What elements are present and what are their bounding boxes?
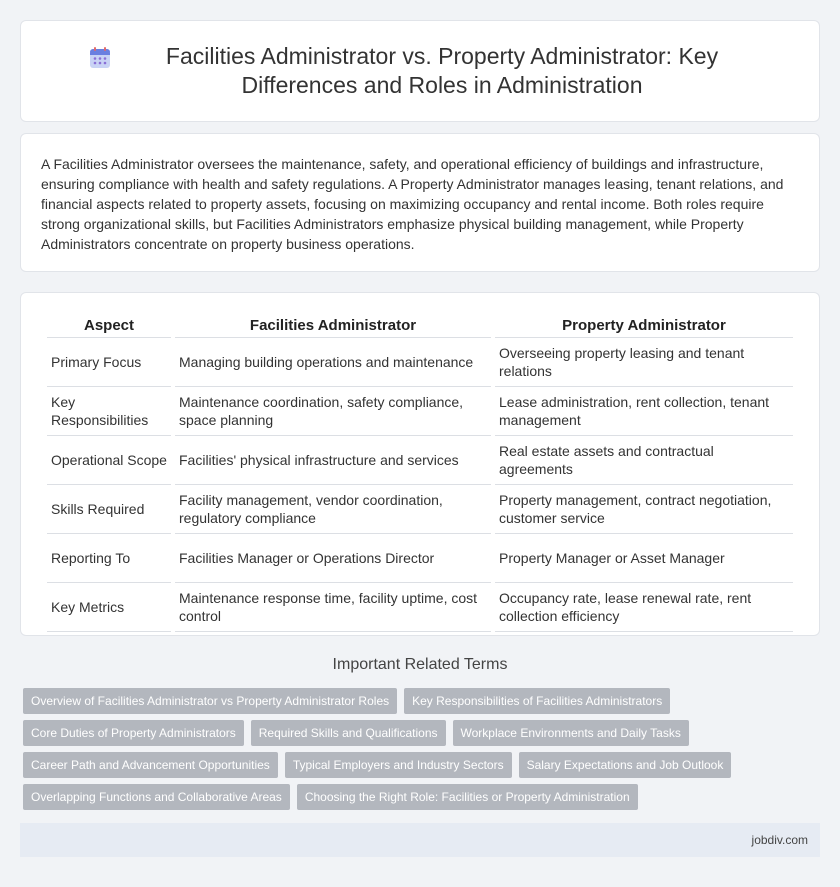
table-cell-property: Real estate assets and contractual agreements: [495, 436, 793, 485]
related-term-tag[interactable]: Salary Expectations and Job Outlook: [519, 752, 732, 778]
table-row: [47, 485, 793, 534]
column-header-property: Property Administrator: [495, 313, 793, 338]
table-cell-property: Occupancy rate, lease renewal rate, rent collection efficiency: [495, 583, 793, 632]
table-row: [47, 583, 793, 632]
table-cell-aspect: Skills Required: [47, 485, 171, 534]
related-term-tag[interactable]: Career Path and Advancement Opportunities: [23, 752, 278, 778]
table-header-row: [47, 313, 793, 338]
related-term-tag[interactable]: Overlapping Functions and Collaborative Areas: [23, 784, 290, 810]
related-term-tag[interactable]: Overview of Facilities Administrator vs Property Administrator Roles: [23, 688, 397, 714]
tag-row: [23, 688, 823, 714]
comparison-table: [43, 313, 797, 632]
column-header-aspect: Aspect: [47, 313, 171, 338]
table-cell-aspect: Primary Focus: [47, 338, 171, 387]
table-cell-facilities: Maintenance response time, facility uptime, cost control: [175, 583, 491, 632]
related-term-tag[interactable]: Key Responsibilities of Facilities Administrators: [404, 688, 670, 714]
table-cell-facilities: Facilities' physical infrastructure and services: [175, 436, 491, 485]
table-cell-facilities: Facility management, vendor coordination, regulatory compliance: [175, 485, 491, 534]
page-title: Facilities Administrator vs. Property Administrator: Key Differences and Roles in Administration: [165, 43, 719, 98]
table-row: [47, 534, 793, 583]
footer: [20, 823, 820, 857]
related-term-tag[interactable]: Choosing the Right Role: Facilities or Property Administration: [297, 784, 638, 810]
table-cell-aspect: Key Metrics: [47, 583, 171, 632]
footer-site-link[interactable]: jobdiv.com: [751, 833, 808, 847]
comparison-card: [20, 292, 820, 636]
table-cell-property: Property Manager or Asset Manager: [495, 534, 793, 583]
tag-row: [23, 784, 823, 810]
table-cell-facilities: Managing building operations and maintenance: [175, 338, 491, 387]
intro-card: [20, 133, 820, 272]
table-cell-facilities: Maintenance coordination, safety compliance, space planning: [175, 387, 491, 436]
table-row: [47, 338, 793, 387]
table-row: [47, 436, 793, 485]
table-cell-aspect: Key Responsibilities: [47, 387, 171, 436]
related-terms-list: [23, 688, 823, 816]
related-term-tag[interactable]: Typical Employers and Industry Sectors: [285, 752, 512, 778]
related-term-tag[interactable]: Required Skills and Qualifications: [251, 720, 446, 746]
tag-row: [23, 720, 823, 746]
table-cell-facilities: Facilities Manager or Operations Director: [175, 534, 491, 583]
related-term-tag[interactable]: Core Duties of Property Administrators: [23, 720, 244, 746]
table-cell-property: Overseeing property leasing and tenant relations: [495, 338, 793, 387]
table-cell-property: Lease administration, rent collection, tenant management: [495, 387, 793, 436]
table-row: [47, 387, 793, 436]
intro-text: A Facilities Administrator oversees the maintenance, safety, and operational efficiency of buildings and infrastructure, ensuring compliance with health and safety regulations. A Property Administrator manages leasing, tenant relations, and financial aspects related to property assets, focusing on maximizing occupancy and rental income. Both roles require strong organizational skills, but Facilities Administrators emphasize physical building management, while Property Administrators concentrate on property business operations.: [41, 156, 784, 252]
tag-row: [23, 752, 823, 778]
table-cell-aspect: Reporting To: [47, 534, 171, 583]
calendar-icon: [88, 46, 112, 70]
table-cell-aspect: Operational Scope: [47, 436, 171, 485]
related-terms-title: Important Related Terms: [332, 656, 508, 673]
related-term-tag[interactable]: Workplace Environments and Daily Tasks: [453, 720, 689, 746]
table-cell-property: Property management, contract negotiation, customer service: [495, 485, 793, 534]
column-header-facilities: Facilities Administrator: [175, 313, 491, 338]
header-card: [20, 20, 820, 122]
